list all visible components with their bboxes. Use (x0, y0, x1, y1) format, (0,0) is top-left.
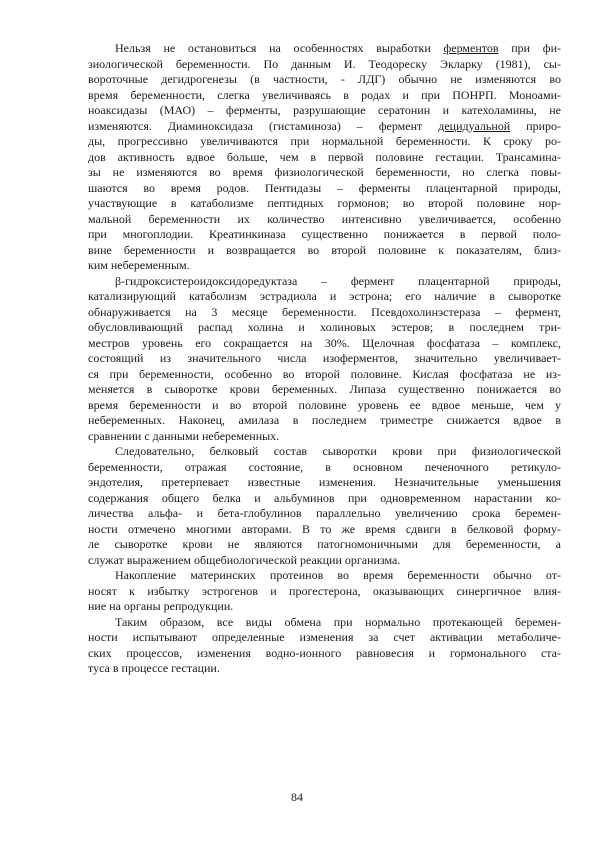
text-segment: состоящий из значительного числа изоферментов, значительно увеличивает- (88, 351, 561, 365)
text-segment: местров уровень его сокращается на 30%. Щелочная фосфатаза – комплекс, (88, 335, 561, 350)
text-line (88, 181, 561, 197)
text-line (88, 103, 561, 119)
text-line (88, 72, 561, 88)
text-segment: меняется в сыворотке крови беременных. Липаза существенно понижается во (88, 382, 561, 396)
text-line (88, 119, 561, 135)
text-line (88, 537, 561, 553)
text-line (88, 274, 561, 290)
paragraph (88, 444, 561, 568)
paragraph (88, 615, 561, 677)
text-line (88, 413, 561, 429)
text-line (88, 320, 561, 336)
text-segment: носят к избытку эстрогенов и прогестерона, оказывающих синергичное влия- (88, 583, 561, 598)
text-line (88, 289, 561, 305)
text-segment: Следовательно, белковый состав сыворотки крови при физиологической (115, 444, 561, 458)
underlined-term[interactable]: ферментов (443, 41, 499, 55)
text-segment: вороточные дегидрогенезы (в частности, - ЛДГ) обычно не изменяются во (88, 72, 561, 86)
paragraph (88, 274, 561, 445)
text-segment: беременности, отражая состояние, в основном печеночного ретикуло- (88, 459, 561, 474)
text-line (88, 475, 561, 491)
text-segment: содержания общего белка и альбуминов при одновременном нарастании ко- (88, 490, 561, 505)
text-line (88, 305, 561, 321)
text-segment: при многоплодии. Креатинкиназа существенно понижается в первой поло- (88, 227, 561, 241)
text-line (88, 646, 561, 662)
text-line (88, 398, 561, 414)
text-segment: ности испытывают определенные изменения за счет активации метаболиче- (88, 630, 561, 644)
text-segment: ды, прогрессивно увеличиваются при нормальной беременности. К сроку ро- (88, 134, 561, 148)
text-segment: участвующие в катаболизме пептидных гормонов; во второй половине нор- (88, 196, 561, 210)
text-segment: обнаруживается на 3 месяце беременности. Псевдохолинэстераза – фермент, (88, 304, 561, 319)
text-line (88, 243, 561, 259)
text-segment: личества альфа- и бета-глобулинов параллельно увеличению срока беремен- (88, 506, 561, 520)
text-line (88, 196, 561, 212)
text-line (88, 584, 561, 600)
text-segment: Накопление материнских протеинов во время беременности обычно от- (115, 568, 561, 582)
text-segment: β-гидроксистероидоксидоредуктаза – фермент плацентарной природы, (115, 273, 561, 288)
text-segment: эндотелия, претерпевает известные изменения. Незначительные уменьшения (88, 475, 561, 489)
text-line (88, 367, 561, 383)
text-line (88, 41, 561, 57)
text-line (88, 212, 561, 228)
text-line (88, 57, 561, 73)
text-line (88, 258, 561, 274)
text-line (88, 444, 561, 460)
paragraph (88, 568, 561, 615)
text-segment: обусловливающий распад холина и холиновых эстеров; в последнем три- (88, 320, 561, 334)
text-line (88, 134, 561, 150)
text-segment: небеременных. Наконец, амилаза в последнем триместре снижается вдвое в (88, 413, 561, 427)
text-segment: дов активность вдвое больше, чем в первой половине гестации. Трансамина- (88, 149, 561, 164)
text-line (88, 661, 561, 677)
text-segment: мальной беременности их количество интенсивно увеличивается, особенно (88, 211, 561, 226)
text-line (88, 336, 561, 352)
text-segment: зы не изменяются во время физиологической беременности, но слегка повы- (88, 165, 561, 179)
text-segment: вине беременности и возвращается во второй половине к показателям, близ- (88, 242, 561, 257)
text-line (88, 429, 561, 445)
text-segment: сравнении с данными небеременных. (88, 428, 280, 443)
text-line (88, 88, 561, 104)
text-line (88, 491, 561, 507)
text-line (88, 568, 561, 584)
text-line (88, 351, 561, 367)
text-segment: ле сыворотке крови не являются патогномоничными для беременности, а (88, 537, 561, 551)
body-text (88, 41, 561, 677)
text-line (88, 615, 561, 631)
text-segment: катализирующий катаболизм эстрадиола и эстрона; его наличие в сыворотке (88, 289, 561, 303)
text-segment: Таким образом, все виды обмена при нормально протекающей беремен- (115, 614, 561, 629)
text-line (88, 630, 561, 646)
text-segment: приро- (510, 118, 562, 133)
text-line (88, 599, 561, 615)
text-line (88, 150, 561, 166)
text-segment: время беременности и во второй половине уровень ее вдвое меньше, чем у (88, 397, 561, 412)
text-segment: ности отмечено многими авторами. В то же время сдвиги в белковой форму- (88, 521, 561, 536)
text-line (88, 506, 561, 522)
text-segment: изменяются. Диаминоксидаза (гистаминоза) – фермент (88, 118, 439, 133)
underlined-term[interactable]: децидуальной (438, 118, 511, 133)
text-segment: ноаксидазы (МАО) – ферменты, разрушающие сератонин и катехоламины, не (88, 103, 561, 117)
text-line (88, 165, 561, 181)
text-segment: ских процессов, изменения водно-ионного равновесия и гормонального ста- (88, 645, 561, 660)
text-segment: ся при беременности, особенно во второй половине. Кислая фосфатаза не из- (88, 366, 561, 381)
text-segment: туса в процессе гестации. (88, 661, 220, 675)
text-line (88, 382, 561, 398)
text-line (88, 460, 561, 476)
text-segment: шаются во время родов. Пентидазы – ферменты плацентарной природы, (88, 180, 561, 195)
text-segment: служат выражением общебиологической реакции организма. (88, 552, 401, 567)
text-line (88, 522, 561, 538)
page-number: 84 (291, 790, 303, 804)
text-segment: время беременности, слегка увеличиваясь в родах и при ПОНРП. Моноами- (88, 87, 561, 102)
text-line (88, 553, 561, 569)
paragraph (88, 41, 561, 274)
text-segment: ким небеременным. (88, 258, 190, 272)
text-line (88, 227, 561, 243)
text-segment: зиологической беременности. По данным И. Теодореску Экларку (1981), сы- (88, 56, 561, 71)
text-segment: при фи- (498, 41, 561, 55)
text-segment: Нельзя не остановиться на особенностях выработки (115, 41, 444, 55)
text-segment: ние на органы репродукции. (88, 599, 234, 613)
